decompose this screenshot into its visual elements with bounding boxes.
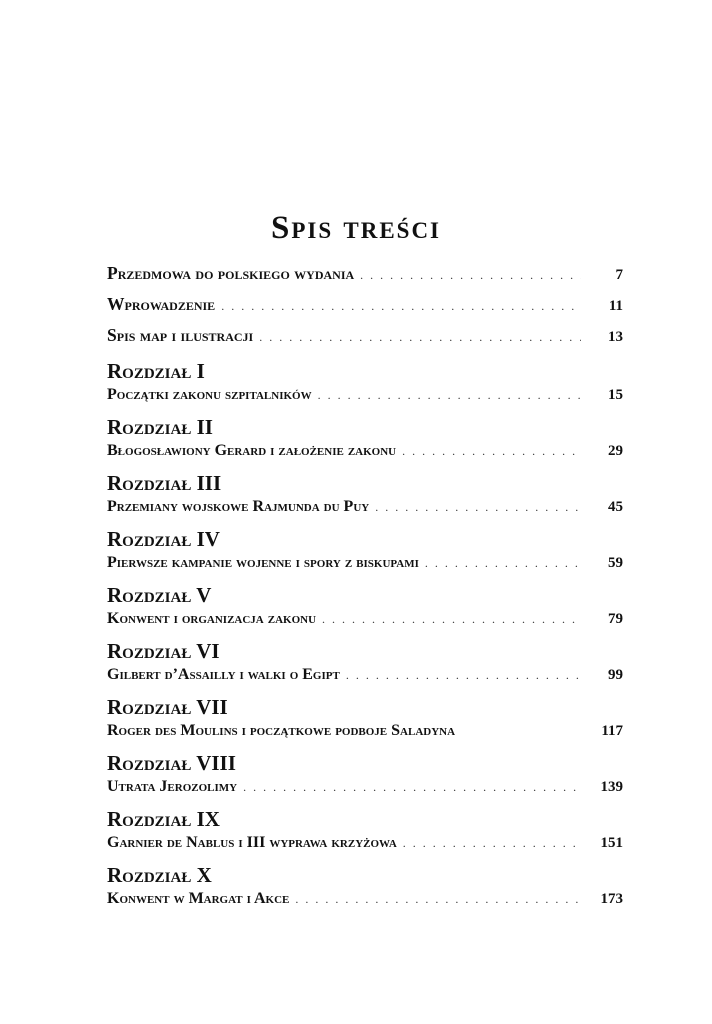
toc-page-number: 99	[608, 667, 623, 683]
toc-chapter-3	[107, 470, 623, 526]
toc-entry-title: Przedmowa do polskiego wydania	[107, 263, 355, 283]
leader-dots	[295, 888, 581, 910]
toc-page-number: 173	[600, 891, 623, 907]
toc-page-number: 11	[608, 298, 623, 314]
leader-dots	[346, 664, 581, 686]
toc-page-number: 117	[601, 723, 623, 739]
toc-chapter-6	[107, 638, 623, 694]
chapter-heading: Rozdział X	[107, 863, 212, 887]
toc-page-number: 45	[608, 499, 623, 515]
toc-chapter-10	[107, 862, 623, 918]
toc-chapter-1	[107, 358, 623, 414]
toc-entry-title: Utrata Jerozolimy	[107, 778, 238, 795]
toc-entry-title: Pierwsze kampanie wojenne i spory z biskupami	[107, 554, 419, 571]
chapter-heading: Rozdział III	[107, 471, 222, 495]
toc-entry-title: Konwent w Margat i Akce	[107, 890, 290, 907]
toc-entry-title: Roger des Moulins i początkowe podboje Saladyna	[107, 722, 456, 739]
leader-dots	[403, 832, 581, 854]
toc-chapter-8	[107, 750, 623, 806]
leader-dots	[375, 496, 581, 518]
toc-entry-title: Wprowadzenie	[107, 294, 216, 314]
chapter-heading: Rozdział I	[107, 359, 205, 383]
toc-entry-introduction	[107, 293, 623, 315]
toc-entry-title: Gilbert d’Assailly i walki o Egipt	[107, 666, 340, 683]
toc-page-number: 79	[608, 611, 623, 627]
toc-entry-title: Przemiany wojskowe Rajmunda du Puy	[107, 498, 370, 515]
toc-page-number: 59	[608, 555, 623, 571]
toc-page-number: 139	[600, 779, 623, 795]
toc-chapter-7	[107, 694, 623, 750]
toc-entry-title: Spis map i ilustracji	[107, 325, 254, 345]
chapter-heading: Rozdział IV	[107, 527, 220, 551]
page-title: Spis treści	[270, 210, 442, 246]
chapter-heading: Rozdział VIII	[107, 751, 236, 775]
chapter-heading: Rozdział VII	[107, 695, 228, 719]
toc-page-number: 29	[608, 443, 623, 459]
chapter-heading: Rozdział II	[107, 415, 213, 439]
toc-entry-maps	[107, 324, 623, 346]
toc-chapter-2	[107, 414, 623, 470]
table-of-contents	[107, 262, 623, 918]
chapter-heading: Rozdział IX	[107, 807, 220, 831]
leader-dots	[402, 440, 581, 462]
leader-dots	[259, 326, 581, 348]
toc-page-number: 7	[615, 267, 623, 283]
toc-page-number: 151	[600, 835, 623, 851]
chapter-heading: Rozdział V	[107, 583, 212, 607]
toc-entry-preface	[107, 262, 623, 284]
leader-dots	[322, 608, 581, 630]
leader-dots	[425, 552, 581, 574]
toc-chapter-4	[107, 526, 623, 582]
toc-entry-title: Garnier de Nablus i III wyprawa krzyżowa	[107, 834, 397, 851]
toc-chapter-5	[107, 582, 623, 638]
leader-dots	[243, 776, 581, 798]
leader-dots	[221, 295, 581, 317]
toc-entry-title: Błogosławiony Gerard i założenie zakonu	[107, 442, 397, 459]
toc-page-number: 13	[608, 329, 623, 345]
toc-entry-title: Konwent i organizacja zakonu	[107, 610, 317, 627]
chapter-heading: Rozdział VI	[107, 639, 220, 663]
leader-dots	[318, 384, 581, 406]
toc-entry-title: Początki zakonu szpitalników	[107, 386, 312, 403]
toc-page-number: 15	[608, 387, 623, 403]
toc-chapter-9	[107, 806, 623, 862]
leader-dots	[360, 264, 581, 286]
